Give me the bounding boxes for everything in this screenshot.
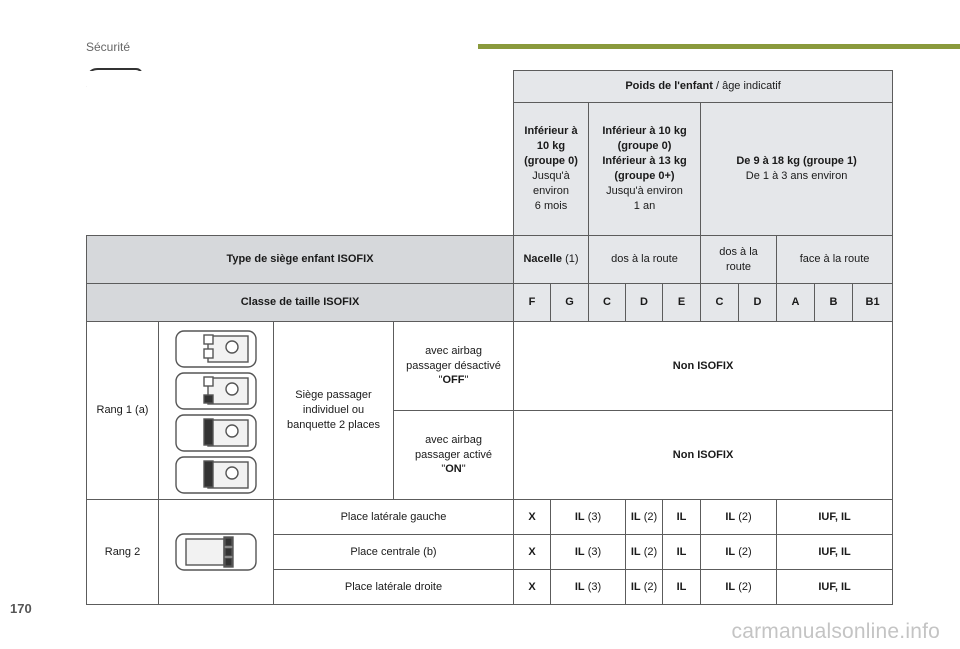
type-rear-facing: dos à la route <box>589 236 701 284</box>
cell-il2: IL (2) <box>626 535 663 570</box>
cell-x: X <box>514 570 551 605</box>
size-class-cell: D <box>739 284 777 322</box>
row1-result-on: Non ISOFIX <box>514 411 893 500</box>
row1-diagram <box>159 322 274 500</box>
row1-label: Rang 1 (a) <box>87 322 159 500</box>
cell-il3: IL (3) <box>551 500 626 535</box>
seat-type-label: Type de siège enfant ISOFIX <box>87 236 514 284</box>
place-center: Place centrale (b) <box>274 535 514 570</box>
size-class-cell: C <box>701 284 739 322</box>
row1-seat-type: Siège passager individuel ou banquette 2 places <box>274 322 394 500</box>
cell-iuf: IUF, IL <box>777 535 893 570</box>
header-accent-bar <box>478 44 960 49</box>
size-class-cell: B1 <box>853 284 893 322</box>
group-0-header: Inférieur à 10 kg (groupe 0) Jusqu'à environ 6 mois <box>514 103 589 236</box>
car-rear-seat-diagram <box>174 532 258 572</box>
size-class-cell: B <box>815 284 853 322</box>
type-rear-facing-2: dos à la route <box>701 236 777 284</box>
cell-il2b: IL (2) <box>701 535 777 570</box>
row1-result-off: Non ISOFIX <box>514 322 893 411</box>
cell-il2b: IL (2) <box>701 500 777 535</box>
group-0plus-header: Inférieur à 10 kg (groupe 0) Inférieur à 13 kg (groupe 0+) Jusqu'à environ 1 an <box>589 103 701 236</box>
place-left: Place latérale gauche <box>274 500 514 535</box>
airbag-off-cell: avec airbag passager désactivé "OFF" <box>394 322 514 411</box>
cell-iuf: IUF, IL <box>777 500 893 535</box>
row2-label: Rang 2 <box>87 500 159 605</box>
watermark: carmanualsonline.info <box>731 620 940 643</box>
size-class-cell: E <box>663 284 701 322</box>
cell-il2: IL (2) <box>626 500 663 535</box>
size-class-label: Classe de taille ISOFIX <box>87 284 514 322</box>
cell-il: IL <box>663 500 701 535</box>
row2-diagram <box>159 500 274 605</box>
size-class-cell: A <box>777 284 815 322</box>
cell-x: X <box>514 500 551 535</box>
airbag-on-cell: avec airbag passager activé "ON" <box>394 411 514 500</box>
size-class-cell: F <box>514 284 551 322</box>
cell-il3: IL (3) <box>551 535 626 570</box>
cell-il2b: IL (2) <box>701 570 777 605</box>
type-nacelle: Nacelle (1) <box>514 236 589 284</box>
isofix-table <box>86 70 893 605</box>
type-forward-facing: face à la route <box>777 236 893 284</box>
cell-il3: IL (3) <box>551 570 626 605</box>
cell-iuf: IUF, IL <box>777 570 893 605</box>
group-1-header: De 9 à 18 kg (groupe 1) De 1 à 3 ans environ <box>701 103 893 236</box>
size-class-cell: D <box>626 284 663 322</box>
page-number: 170 <box>10 601 32 616</box>
cell-il: IL <box>663 535 701 570</box>
cell-il: IL <box>663 570 701 605</box>
section-title: Sécurité <box>86 40 131 54</box>
car-front-seat-diagram <box>174 327 258 495</box>
place-right: Place latérale droite <box>274 570 514 605</box>
weight-header: Poids de l'enfant / âge indicatif <box>514 71 893 103</box>
size-class-cell: G <box>551 284 589 322</box>
cell-x: X <box>514 535 551 570</box>
size-class-cell: C <box>589 284 626 322</box>
cell-il2: IL (2) <box>626 570 663 605</box>
